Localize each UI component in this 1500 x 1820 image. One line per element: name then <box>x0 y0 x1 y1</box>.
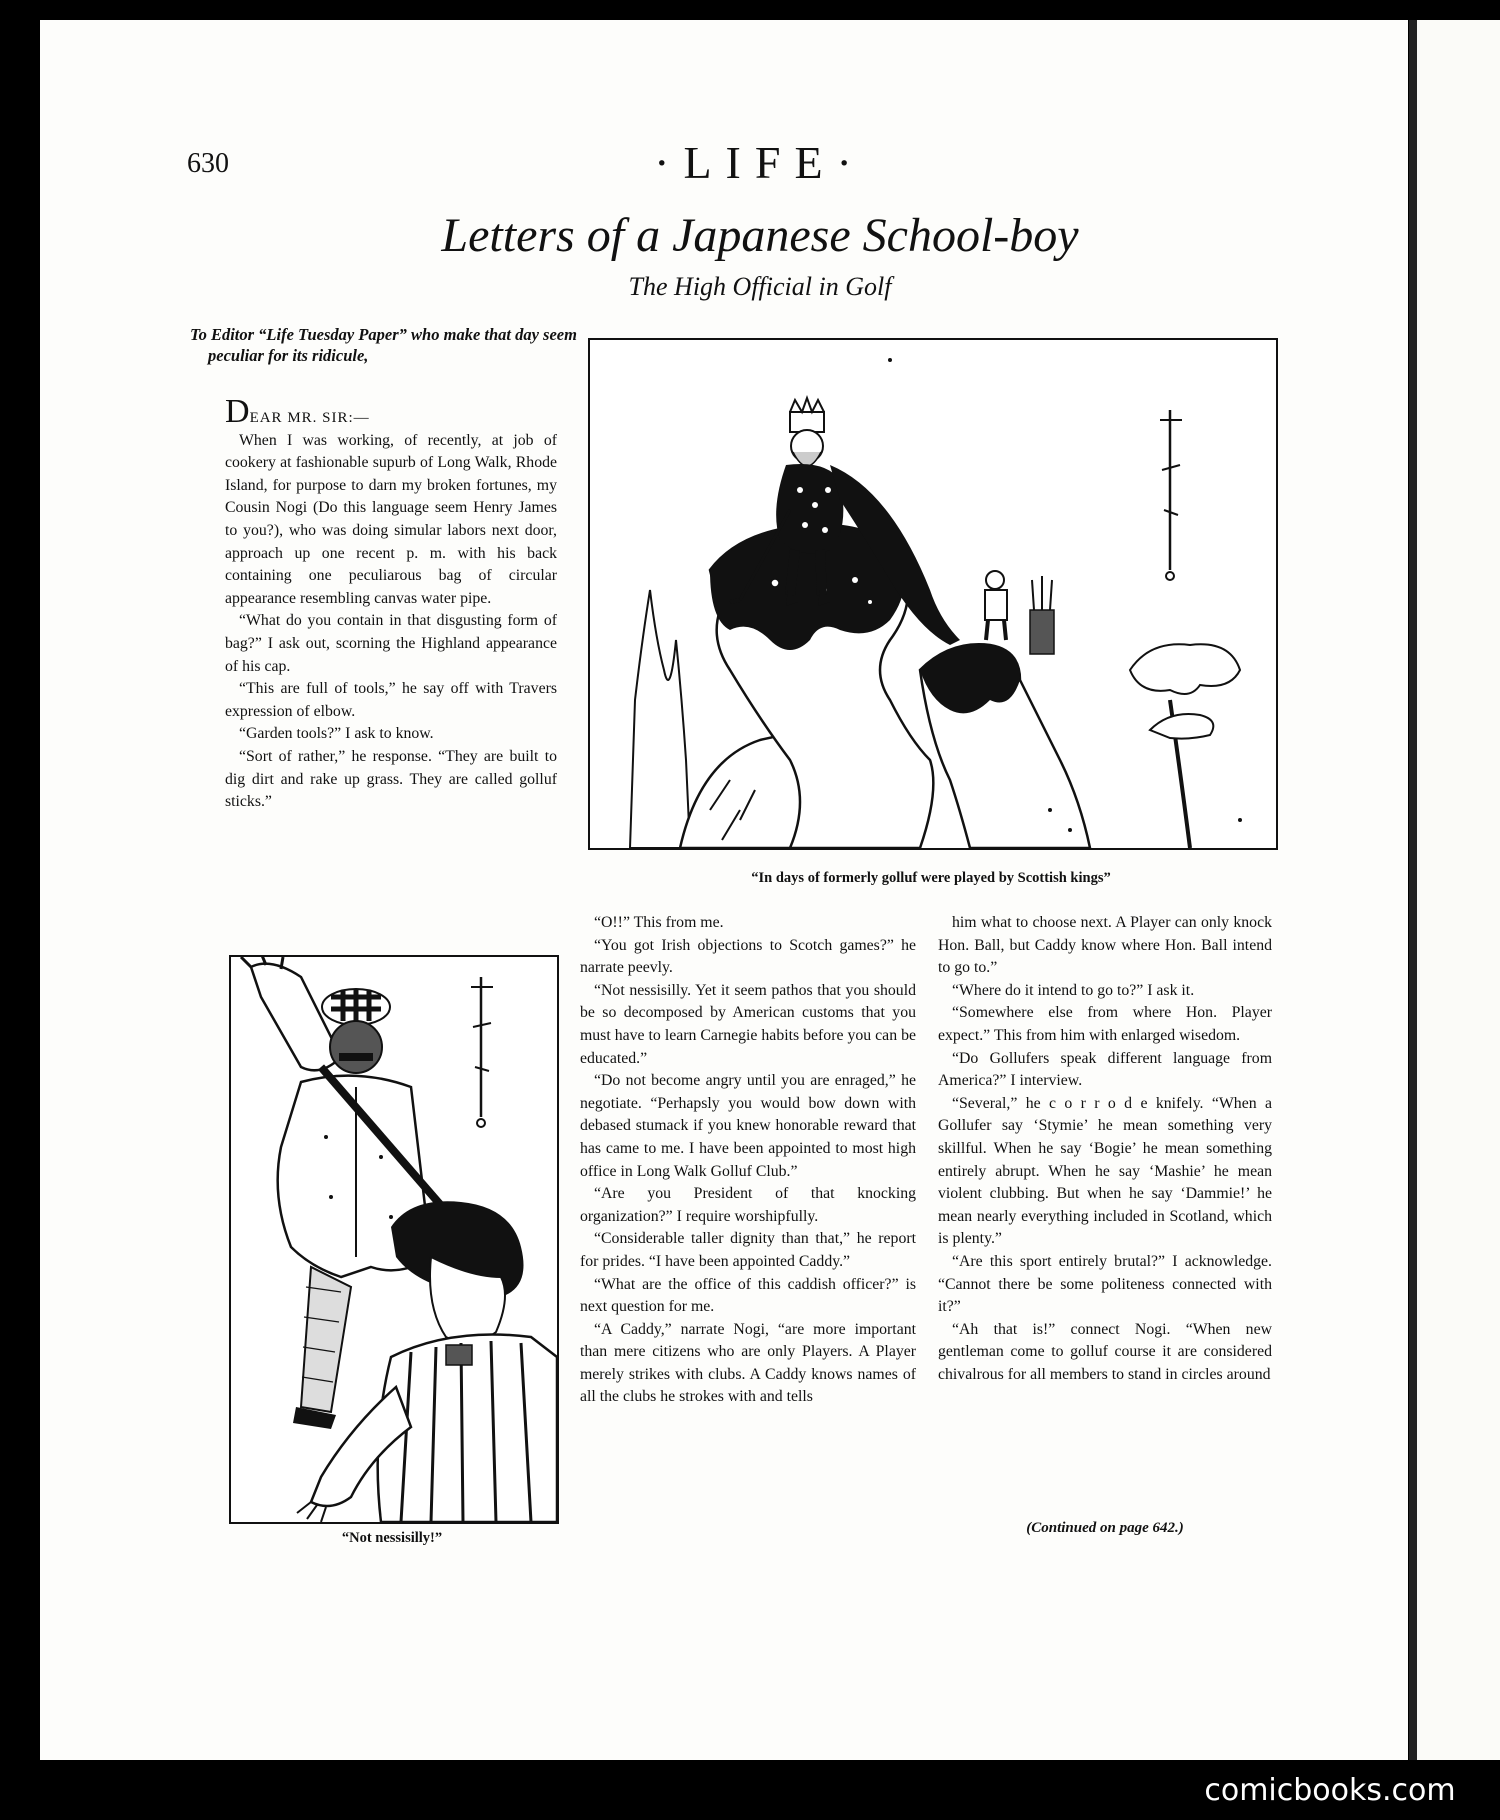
paragraph: “Considerable taller dignity than that,” he report for prides. “I have been appointed Caddy.” <box>580 1230 916 1270</box>
column-2 <box>580 912 916 1409</box>
illustration-caddy-and-boy <box>229 955 559 1524</box>
next-page-edge <box>1417 20 1500 1760</box>
paragraph: “What are the office of this caddish officer?” is next question for me. <box>580 1275 916 1316</box>
paragraph: “A Caddy,” narrate Nogi, “are more important than mere citizens who are only Players. A Player merely strikes with clubs. A Caddy knows names of all the clubs he strokes with and tells <box>580 1320 916 1406</box>
paragraph: “Are this sport entirely brutal?” I acknowledge. “Cannot there be some politeness connected with it?” <box>938 1252 1272 1316</box>
page-spine <box>1409 20 1417 1760</box>
paragraph: “What do you contain in that disgusting form of bag?” I ask out, scorning the Highland appearance of his cap. <box>225 612 557 675</box>
paragraph: “Do not become angry until you are enraged,” he negotiate. “Perhapsly you would bow down with debased stumack if you knew honorable reward that has came to me. I have been appointed to most high office in Long Walk Golluf Club.” <box>580 1072 916 1180</box>
caddy-and-boy-drawing <box>231 957 557 1522</box>
paragraph: When I was working, of recently, at job of cookery at fashionable supurb of Long Walk, Rhode Island, for purpose to darn my broken fortunes, my Cousin Nogi (Do this language seem Henry James to you?), who was doing simular labors next door, approach up one recent p. m. with his back containing one peculiarous bag of circular appearance resembling canvas water pipe. <box>225 431 557 607</box>
paragraph: “Where do it intend to go to?” I ask it. <box>952 981 1195 999</box>
paragraph: “Do Gollufers speak different language from America?” I interview. <box>938 1049 1272 1090</box>
paragraph: “Ah that is!” connect Nogi. “When new gentleman come to golluf course it are considered chivalrous for all members to stand in circles around <box>938 1320 1272 1383</box>
watermark: comicbooks.com <box>1160 1762 1500 1820</box>
dear-text: EAR MR. SIR:— <box>249 410 370 426</box>
page-number: 630 <box>187 148 229 179</box>
paragraph: “Not nessisilly. Yet it seem pathos that you should be so decomposed by American customs that you must have to learn Carnegie habits before you can be educated.” <box>580 981 916 1067</box>
article-title: Letters of a Japanese School-boy <box>441 209 1079 262</box>
paragraph: “Are you President of that knocking organization?” I require worshipfully. <box>580 1185 916 1225</box>
paragraph: “Several,” he c o r r o d e knifely. “When a Gollufer say ‘Stymie’ he mean something very skillful. When he say ‘Bogie’ he mean something entirely abrupt. When he say ‘Mashie’ he mean violent clubbing. But when he say ‘Dammie!’ he mean nearly everything included in Scotland, which is plenty.” <box>938 1094 1272 1248</box>
paragraph: him what to choose next. A Player can only knock Hon. Ball, but Caddy know where Hon. Ball intend to go to.” <box>938 914 1272 977</box>
article-subtitle: The High Official in Golf <box>628 272 892 301</box>
paragraph: “Somewhere else from where Hon. Player expect.” This from him with enlarged wisedom. <box>938 1004 1272 1044</box>
illustration-king-golfer <box>588 338 1278 850</box>
continued-note: (Continued on page 642.) <box>1026 1520 1184 1536</box>
king-golfer-drawing <box>590 340 1276 848</box>
paragraph: “Garden tools?” I ask to know. <box>239 725 434 743</box>
dear-line <box>225 393 557 430</box>
paragraph: “This are full of tools,” he say off with Travers expression of elbow. <box>225 680 557 720</box>
salutation: To Editor “Life Tuesday Paper” who make that day seem peculiar for its ridicule, <box>190 325 577 365</box>
drop-cap: D <box>225 393 250 430</box>
caption-not-nessisilly: “Not nessisilly!” <box>341 1530 443 1546</box>
paragraph: “You got Irish objections to Scotch games?” he narrate peevly. <box>580 936 916 977</box>
caption-king-golfer: “In days of formerly golluf were played by Scottish kings” <box>751 870 1111 886</box>
column-1 <box>225 393 557 814</box>
column-3 <box>938 912 1272 1386</box>
paragraph: “O!!” This from me. <box>594 914 724 931</box>
paragraph: “Sort of rather,” he response. “They are built to dig dirt and rake up grass. They are called golluf sticks.” <box>225 747 557 811</box>
masthead: ·LIFE· <box>654 137 866 188</box>
